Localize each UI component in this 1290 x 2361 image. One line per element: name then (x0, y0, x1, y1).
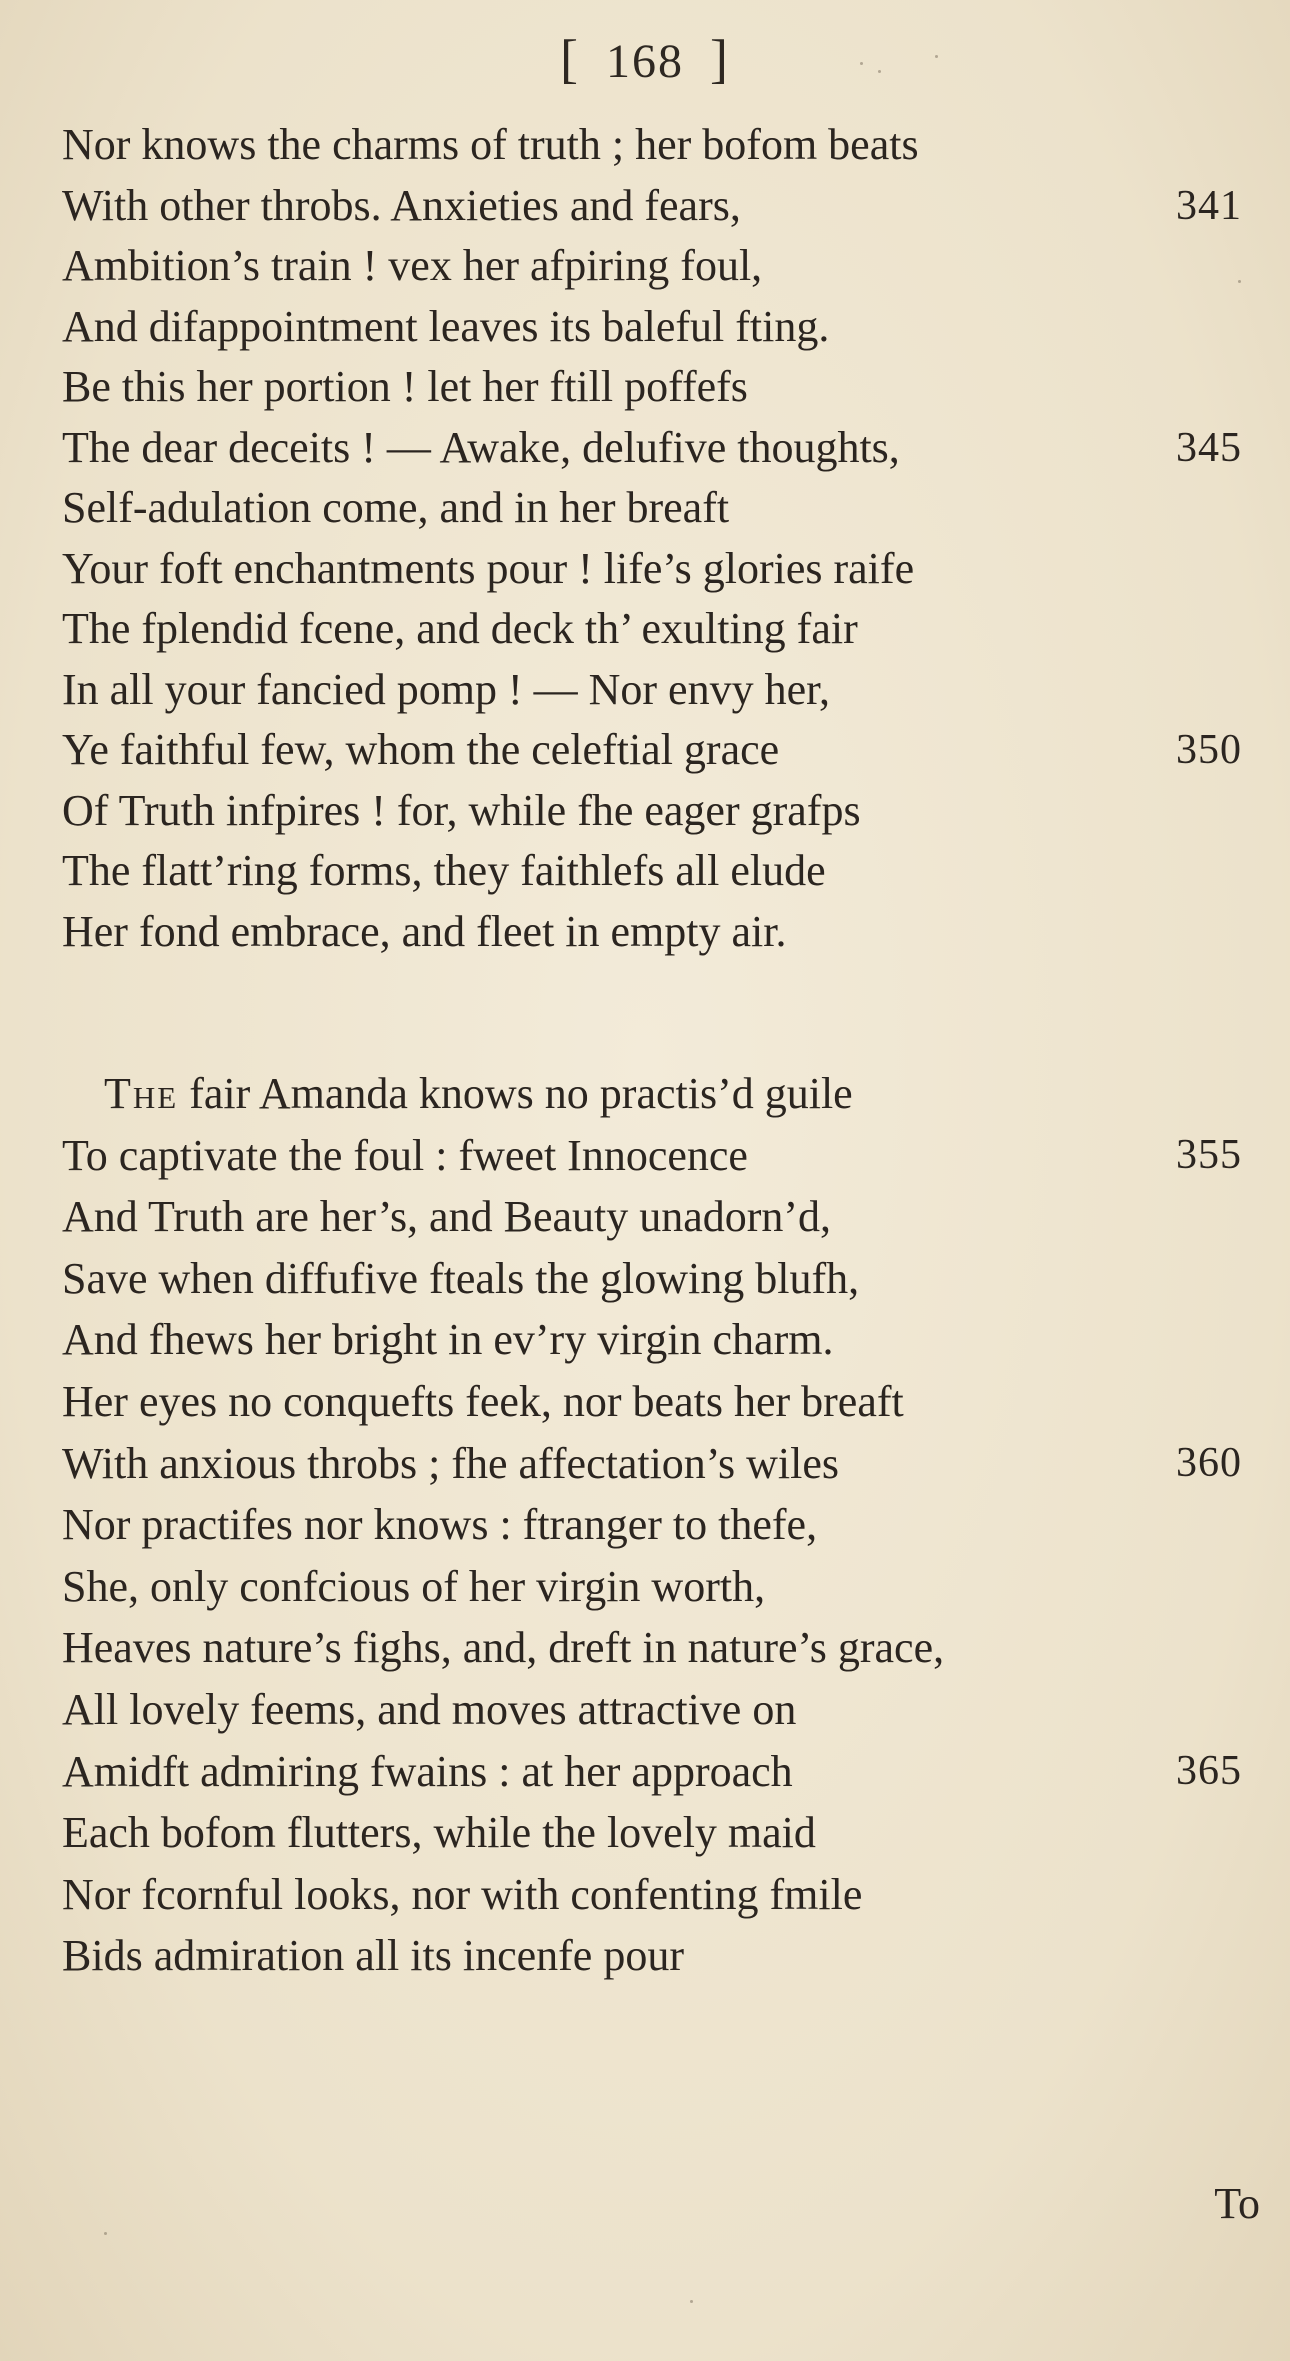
verse-line (62, 1741, 1242, 1803)
verse-text: Her fond embrace, and fleet in empty air. (62, 906, 787, 956)
verse-text: Of Truth infpires ! for, while fhe eager grafps (62, 785, 861, 835)
paper-speck (690, 2300, 693, 2303)
verse-line (62, 357, 1242, 418)
verse-text: And Truth are her’s, and Beauty unadorn’d, (62, 1192, 832, 1242)
verse-text: To captivate the foul : fweet Innocence (62, 1130, 748, 1180)
verse-text: Self-adulation come, and in her breaft (62, 483, 730, 532)
verse-text: All lovely feems, and moves attractive on (62, 1684, 797, 1734)
close-bracket: ] (710, 29, 730, 89)
verse-text: fair Amanda knows no practis’d guile (178, 1069, 853, 1118)
verse-line (62, 1494, 1242, 1556)
verse-line (62, 1802, 1242, 1864)
verse-text: The dear deceits ! — Awake, delufive thoughts, (62, 422, 900, 472)
verse-line (62, 1864, 1242, 1926)
stanza-1 (62, 115, 1242, 962)
verse-line (62, 1925, 1242, 1987)
verse-line-first (62, 1063, 1242, 1125)
verse-text: Heaves nature’s fighs, and, dreft in nature’s grace, (62, 1623, 945, 1673)
line-number: 355 (1176, 1131, 1242, 1178)
verse-text: Your foft enchantments pour ! life’s glories raife (62, 543, 915, 593)
verse-text: Her eyes no conquefts feek, nor beats her breaft (62, 1376, 904, 1426)
page-number: 168 (606, 35, 684, 88)
paper-speck (104, 2232, 107, 2235)
verse-line (62, 478, 1242, 539)
verse-line (62, 539, 1242, 600)
line-number: 345 (1176, 424, 1242, 471)
verse-text: Ambition’s train ! vex her afpiring foul, (62, 241, 763, 290)
smallcaps-opening: The (104, 1069, 179, 1118)
verse-line (62, 176, 1242, 237)
line-number: 350 (1176, 727, 1242, 773)
verse-text: Nor practifes nor knows : ftranger to thefe, (62, 1500, 818, 1550)
verse-line (62, 1125, 1242, 1187)
paper-speck (1238, 280, 1241, 283)
verse-line (62, 599, 1242, 660)
verse-text: Nor knows the charms of truth ; her bofom beats (62, 120, 919, 169)
verse-text: Each bofom flutters, while the lovely maid (62, 1808, 816, 1858)
verse-line (62, 660, 1242, 721)
page-header (0, 28, 1290, 90)
verse-text: She, only confcious of her virgin worth, (62, 1561, 766, 1611)
verse-text: With other throbs. Anxieties and fears, (62, 180, 741, 230)
verse-line (62, 1556, 1242, 1618)
verse-line (62, 1433, 1242, 1495)
verse-text: The fplendid fcene, and deck th’ exulting fair (62, 604, 858, 653)
stanza-2 (62, 1063, 1242, 1987)
verse-line (62, 1186, 1242, 1248)
verse-line (62, 297, 1242, 358)
verse-line (62, 115, 1242, 176)
verse-text: Ye faithful few, whom the celeftial grace (62, 725, 780, 774)
verse-text: And fhews her bright in ev’ry virgin charm. (62, 1315, 834, 1365)
verse-line (62, 1248, 1242, 1310)
verse-text: Be this her portion ! let her ftill poffefs (62, 362, 748, 411)
verse-text: The flatt’ring forms, they faithlefs all elude (62, 846, 826, 895)
catchword: To (1214, 2179, 1260, 2228)
verse-line (62, 1371, 1242, 1433)
paper-speck (860, 62, 863, 65)
paper-speck (878, 70, 881, 73)
verse-line (62, 1309, 1242, 1371)
verse-line (62, 1679, 1242, 1741)
verse-text: And difappointment leaves its baleful fting. (62, 301, 830, 351)
verse-text: Save when diffufive fteals the glowing blufh, (62, 1253, 860, 1303)
verse-text: Nor fcornful looks, nor with confenting fmile (62, 1869, 863, 1919)
verse-line (62, 418, 1242, 479)
verse-line (62, 781, 1242, 842)
verse-line (62, 1617, 1242, 1679)
paper-speck (935, 55, 938, 58)
line-number: 360 (1176, 1439, 1242, 1486)
verse-line (62, 236, 1242, 297)
verse-text: Amidft admiring fwains : at her approach (62, 1746, 793, 1796)
line-number: 341 (1176, 182, 1242, 229)
verse-line (62, 902, 1242, 963)
verse-text: Bids admiration all its incenfe pour (62, 1931, 684, 1981)
verse-text: In all your fancied pomp ! — Nor envy her, (62, 664, 831, 714)
open-bracket: [ (560, 29, 580, 89)
verse-line (62, 841, 1242, 902)
verse-text: With anxious throbs ; fhe affectation’s wiles (62, 1438, 840, 1488)
verse-line (62, 720, 1242, 781)
line-number: 365 (1176, 1747, 1242, 1794)
